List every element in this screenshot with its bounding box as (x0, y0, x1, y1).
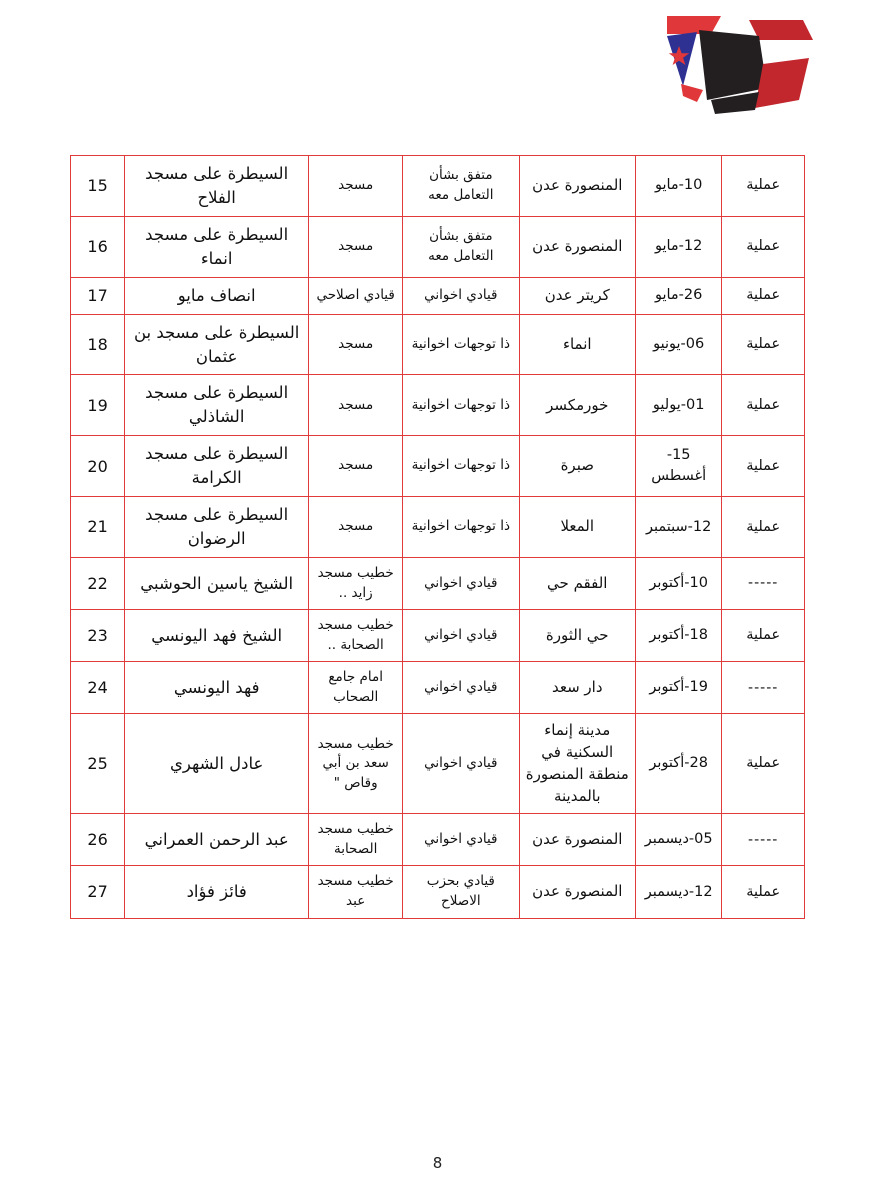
cell-target: خطيب مسجد الصحابة .. (309, 610, 403, 662)
cell-place: مدينة إنماء السكنية في منطقة المنصورة بالمدينة (519, 714, 635, 814)
cell-place: الفقم حي (519, 557, 635, 609)
cell-desc: قيادي اخواني (403, 557, 519, 609)
cell-index: 15 (71, 156, 125, 217)
cell-index: 17 (71, 277, 125, 314)
cell-title: السيطرة على مسجد انماء (125, 216, 309, 277)
cell-type: عملية (722, 497, 805, 558)
table-row (71, 497, 805, 558)
cell-index: 16 (71, 216, 125, 277)
table-row (71, 277, 805, 314)
cell-type: عملية (722, 866, 805, 918)
cell-desc: ذا توجهات اخوانية (403, 497, 519, 558)
table-row (71, 314, 805, 375)
cell-place: المنصورة عدن (519, 866, 635, 918)
cell-place: صبرة (519, 436, 635, 497)
cell-type: عملية (722, 436, 805, 497)
table-row (71, 216, 805, 277)
cell-desc: متفق بشأن التعامل معه (403, 156, 519, 217)
cell-desc: قيادي بحزب الاصلاح (403, 866, 519, 918)
cell-date: 12-سبتمبر (635, 497, 721, 558)
cell-index: 26 (71, 814, 125, 866)
cell-index: 21 (71, 497, 125, 558)
cell-title: الشيخ ياسين الحوشبي (125, 557, 309, 609)
cell-target: امام جامع الصحاب (309, 662, 403, 714)
table-row (71, 375, 805, 436)
cell-title: السيطرة على مسجد الرضوان (125, 497, 309, 558)
cell-index: 24 (71, 662, 125, 714)
page-number: 8 (432, 1154, 443, 1172)
cell-index: 27 (71, 866, 125, 918)
cell-index: 22 (71, 557, 125, 609)
cell-desc: قيادي اخواني (403, 662, 519, 714)
cell-title: انصاف مايو (125, 277, 309, 314)
cell-type: عملية (722, 156, 805, 217)
records-table-body (71, 156, 805, 919)
cell-target: مسجد (309, 497, 403, 558)
cell-desc: ذا توجهات اخوانية (403, 314, 519, 375)
cell-date: 10-مايو (635, 156, 721, 217)
cell-desc: قيادي اخواني (403, 610, 519, 662)
cell-title: الشيخ فهد اليونسي (125, 610, 309, 662)
table-row (71, 814, 805, 866)
records-table-container (70, 155, 805, 919)
cell-index: 19 (71, 375, 125, 436)
table-row (71, 714, 805, 814)
cell-title: فهد اليونسي (125, 662, 309, 714)
table-row (71, 436, 805, 497)
cell-place: دار سعد (519, 662, 635, 714)
cell-title: السيطرة على مسجد الفلاح (125, 156, 309, 217)
cell-index: 18 (71, 314, 125, 375)
table-row (71, 866, 805, 918)
cell-type: ----- (722, 662, 805, 714)
cell-date: 01-يوليو (635, 375, 721, 436)
cell-target: مسجد (309, 436, 403, 497)
cell-index: 23 (71, 610, 125, 662)
document-emblem (663, 14, 813, 119)
cell-date: 15-أغسطس (635, 436, 721, 497)
cell-desc: ذا توجهات اخوانية (403, 375, 519, 436)
cell-target: مسجد (309, 156, 403, 217)
cell-place: المنصورة عدن (519, 156, 635, 217)
cell-desc: قيادي اخواني (403, 714, 519, 814)
cell-target: قيادي اصلاحي (309, 277, 403, 314)
records-table (70, 155, 805, 919)
cell-desc: قيادي اخواني (403, 814, 519, 866)
cell-title: عادل الشهري (125, 714, 309, 814)
cell-title: السيطرة على مسجد بن عثمان (125, 314, 309, 375)
cell-date: 26-مايو (635, 277, 721, 314)
cell-type: عملية (722, 610, 805, 662)
cell-place: المنصورة عدن (519, 216, 635, 277)
cell-title: فائز فؤاد (125, 866, 309, 918)
cell-place: خورمكسر (519, 375, 635, 436)
cell-date: 28-أكتوبر (635, 714, 721, 814)
cell-target: خطيب مسجد عبد (309, 866, 403, 918)
cell-type: عملية (722, 314, 805, 375)
cell-target: مسجد (309, 216, 403, 277)
cell-title: السيطرة على مسجد الكرامة (125, 436, 309, 497)
cell-desc: متفق بشأن التعامل معه (403, 216, 519, 277)
cell-date: 06-يونيو (635, 314, 721, 375)
cell-index: 20 (71, 436, 125, 497)
cell-date: 12-مايو (635, 216, 721, 277)
cell-desc: قيادي اخواني (403, 277, 519, 314)
cell-type: عملية (722, 714, 805, 814)
cell-desc: ذا توجهات اخوانية (403, 436, 519, 497)
cell-target: خطيب مسجد الصحابة (309, 814, 403, 866)
cell-type: عملية (722, 277, 805, 314)
cell-title: عبد الرحمن العمراني (125, 814, 309, 866)
cell-type: ----- (722, 557, 805, 609)
cell-target: خطيب مسجد سعد بن أبي وقاص " (309, 714, 403, 814)
cell-place: المعلا (519, 497, 635, 558)
cell-date: 05-ديسمبر (635, 814, 721, 866)
table-row (71, 156, 805, 217)
table-row (71, 610, 805, 662)
cell-date: 10-أكتوبر (635, 557, 721, 609)
cell-date: 19-أكتوبر (635, 662, 721, 714)
cell-target: خطيب مسجد زايد .. (309, 557, 403, 609)
cell-type: عملية (722, 375, 805, 436)
cell-type: عملية (722, 216, 805, 277)
cell-title: السيطرة على مسجد الشاذلي (125, 375, 309, 436)
cell-target: مسجد (309, 375, 403, 436)
cell-date: 12-ديسمبر (635, 866, 721, 918)
cell-place: انماء (519, 314, 635, 375)
cell-place: كريتر عدن (519, 277, 635, 314)
cell-place: المنصورة عدن (519, 814, 635, 866)
cell-target: مسجد (309, 314, 403, 375)
cell-place: حي الثورة (519, 610, 635, 662)
table-row (71, 662, 805, 714)
table-row (71, 557, 805, 609)
cell-type: ----- (722, 814, 805, 866)
cell-date: 18-أكتوبر (635, 610, 721, 662)
cell-index: 25 (71, 714, 125, 814)
